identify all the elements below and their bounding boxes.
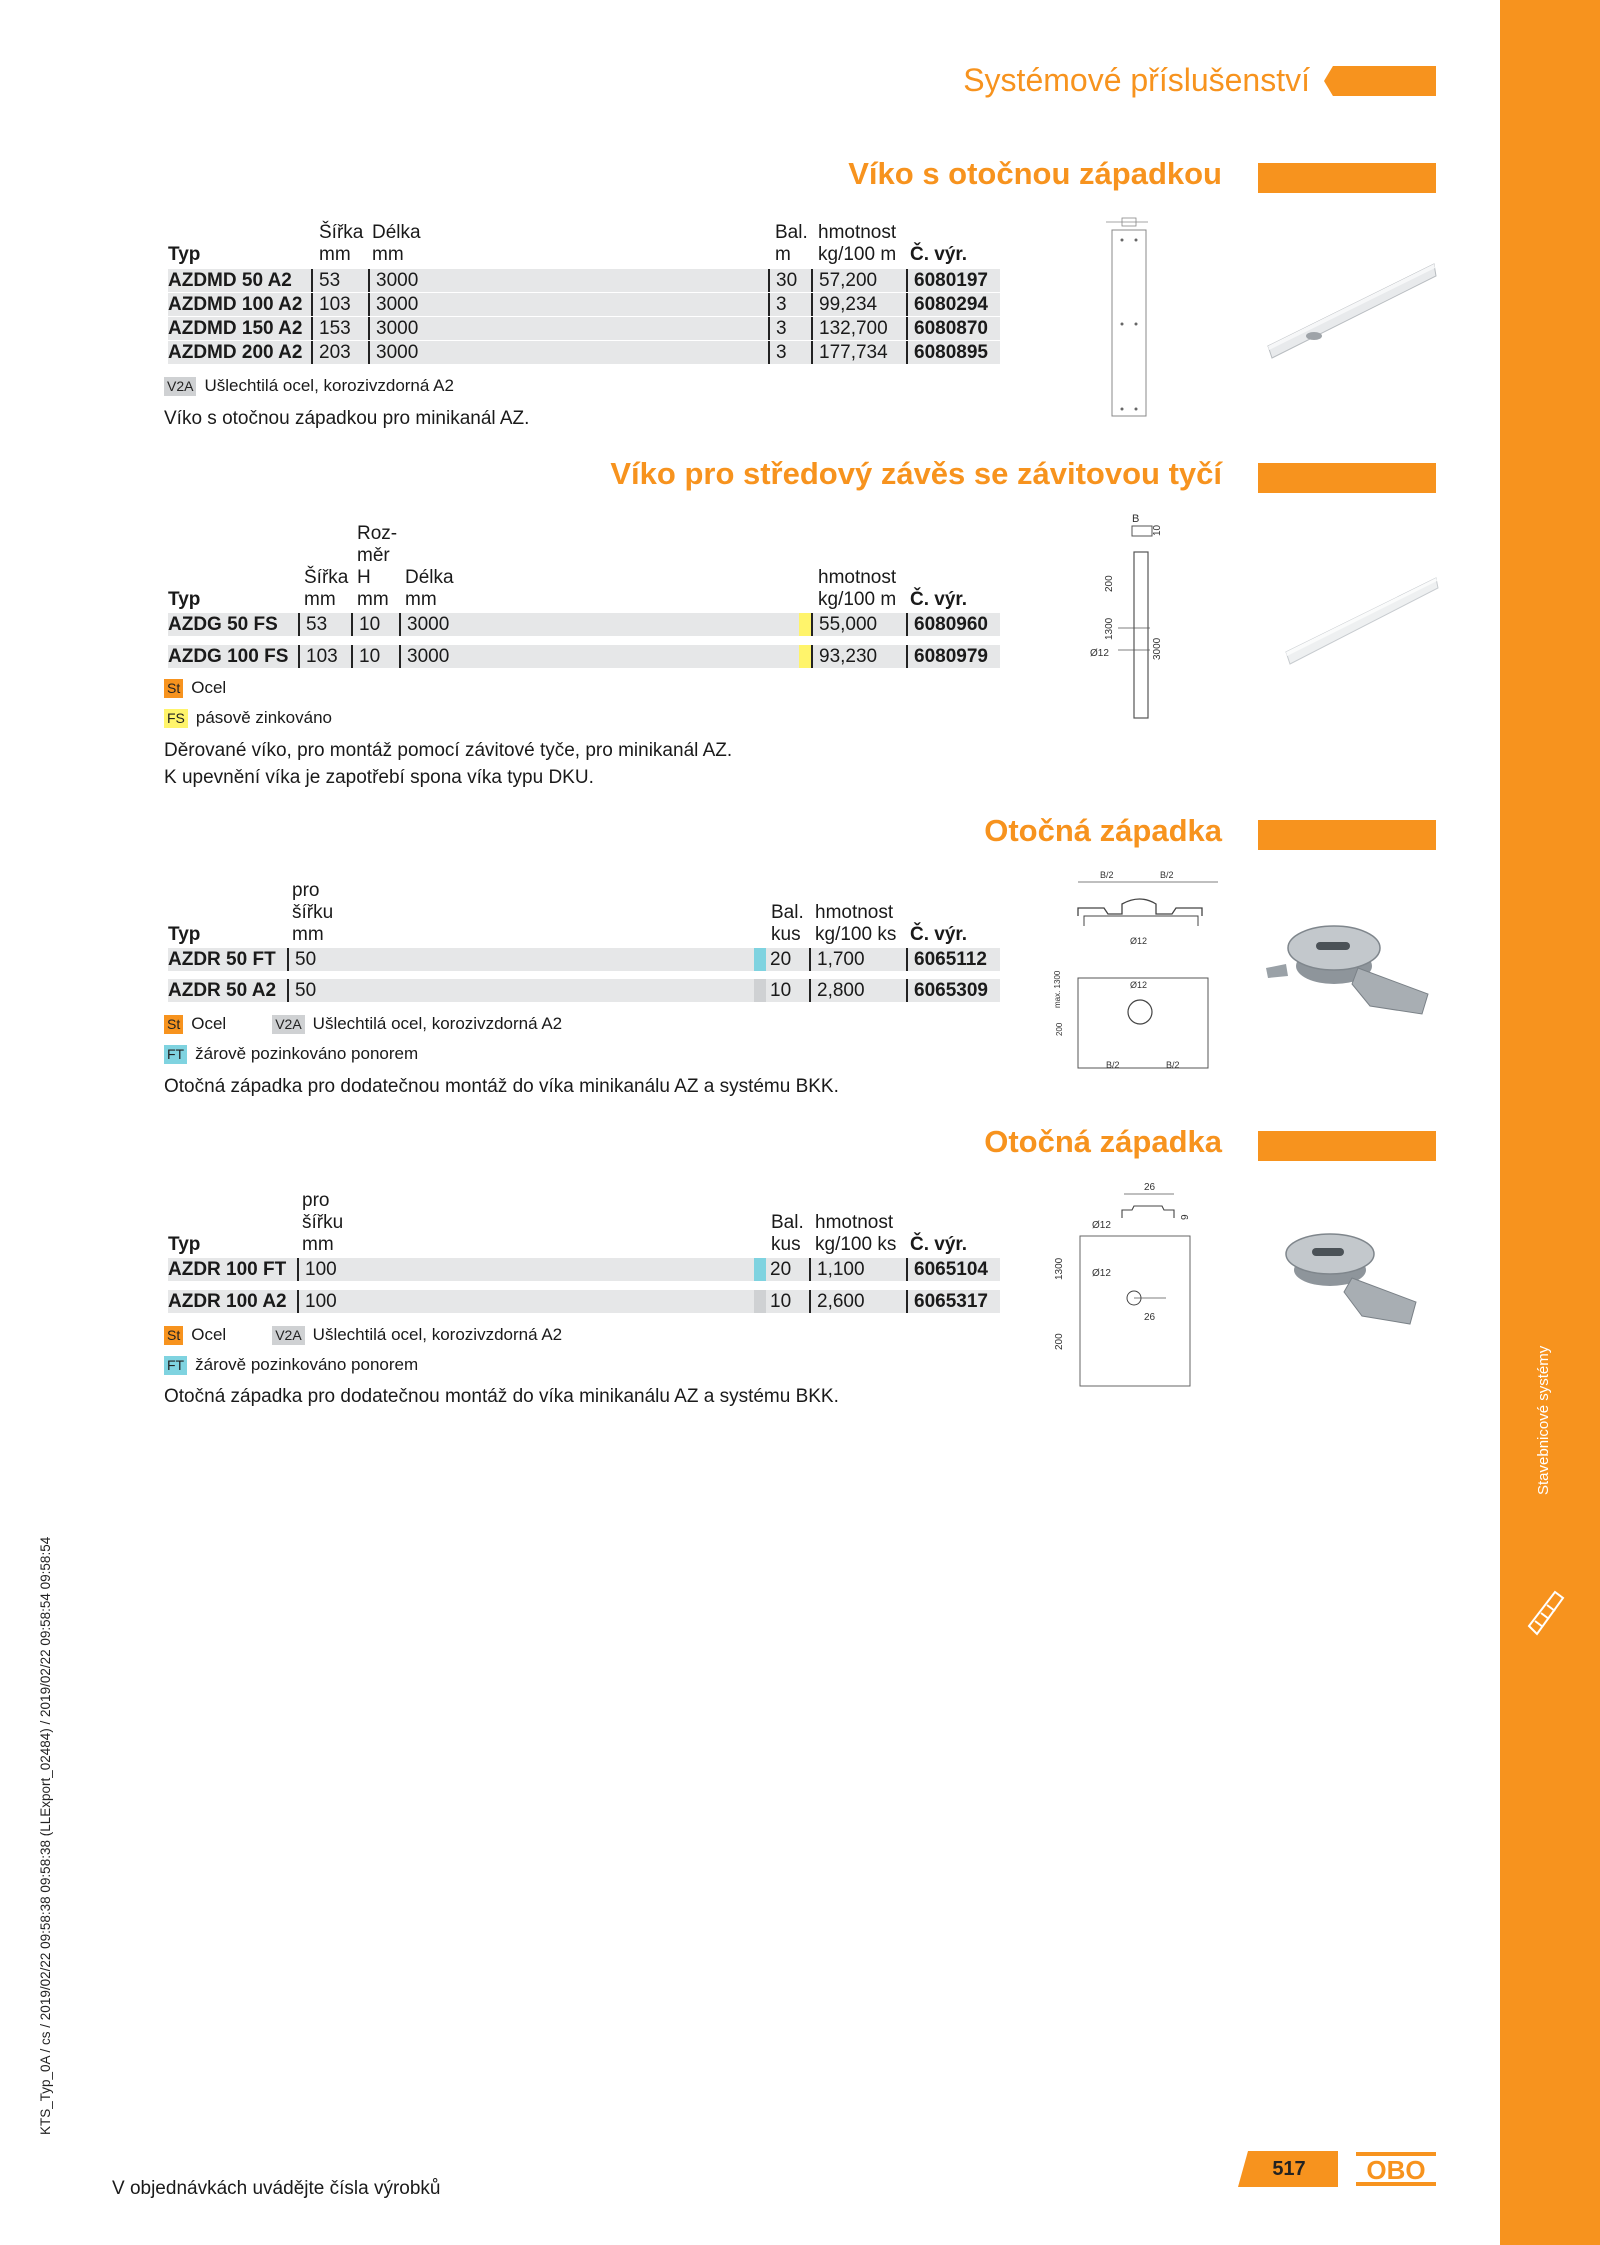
material-tag: FT [164, 1356, 187, 1375]
product-description: Víko s otočnou západkou pro minikanál AZ. [164, 408, 530, 429]
svg-text:1300: 1300 [1104, 617, 1115, 640]
technical-drawing-1 [1104, 216, 1164, 421]
section-bar-2 [1258, 463, 1436, 493]
svg-text:max. 1300: max. 1300 [1053, 970, 1062, 1008]
material-text: Ocel [191, 1325, 227, 1344]
obo-logo [1356, 2152, 1436, 2186]
material-legend [164, 1325, 562, 1345]
table-row: AZDMD 150 A2 153 3000 3 132,700 6080870 [168, 317, 1000, 340]
cable-tray-icon [1525, 1588, 1567, 1638]
material-legend [164, 1355, 418, 1375]
svg-text:1300: 1300 [1054, 1257, 1065, 1280]
product-photo-4 [1282, 1222, 1422, 1334]
section-title-1: Víko s otočnou západkou [848, 156, 1222, 191]
product-photo-2 [1282, 572, 1440, 667]
section-title-3: Otočná západka [984, 813, 1222, 848]
material-text: Ušlechtilá ocel, korozivzdorná A2 [312, 1014, 563, 1033]
svg-text:26: 26 [1144, 1312, 1156, 1323]
table-row: AZDR 50 A2 50 10 2,800 6065309 [168, 979, 1000, 1002]
svg-text:Ø12: Ø12 [1092, 1268, 1111, 1279]
technical-drawing-4 [1050, 1180, 1210, 1390]
technical-drawing-3 [1048, 868, 1228, 1078]
product-photo-3 [1262, 908, 1440, 1026]
table-row: AZDMD 100 A2 103 3000 3 99,234 6080294 [168, 293, 1000, 316]
svg-text:200: 200 [1054, 1333, 1065, 1350]
svg-text:3000: 3000 [1152, 637, 1163, 660]
svg-text:B/2: B/2 [1100, 870, 1114, 880]
material-tag: V2A [272, 1015, 304, 1034]
technical-drawing-2 [1088, 512, 1168, 722]
svg-text:OBO: OBO [1366, 2155, 1426, 2185]
fs-marker [799, 613, 811, 636]
svg-text:200: 200 [1104, 575, 1115, 592]
product-description: Otočná západka pro dodatečnou montáž do víka minikanálu AZ a systému BKK. [164, 1386, 839, 1407]
fs-marker [799, 645, 811, 668]
material-text: Ocel [191, 678, 227, 697]
ft-marker [754, 948, 766, 971]
material-text: žárově pozinkováno ponorem [195, 1044, 419, 1063]
table-row: AZDMD 200 A2 203 3000 3 177,734 6080895 [168, 341, 1000, 364]
svg-text:Ø12: Ø12 [1090, 648, 1109, 659]
material-text: Ocel [191, 1014, 227, 1033]
svg-text:B/2: B/2 [1106, 1060, 1120, 1070]
svg-text:10: 10 [1152, 524, 1163, 536]
svg-text:200: 200 [1055, 1022, 1064, 1036]
side-stripe [1500, 0, 1600, 2245]
product-photo-1 [1264, 258, 1439, 363]
section-title-2: Víko pro středový závěs se závitovou tyčí [610, 456, 1222, 491]
print-metadata: KTS_Typ_0A / cs / 2019/02/22 09:58:38 09:58:38 (LLExport_02484) / 2019/02/22 09:58:54 09:58:54 [38, 1536, 53, 2135]
table-row: AZDG 50 FS 53 10 3000 55,000 6080960 [168, 613, 1000, 636]
svg-text:26: 26 [1144, 1182, 1156, 1193]
section-title-4: Otočná západka [984, 1124, 1222, 1159]
header-tab [1324, 66, 1436, 96]
svg-text:B: B [1132, 513, 1140, 525]
table-row: AZDR 100 FT 100 20 1,100 6065104 [168, 1258, 1000, 1281]
svg-text:Ø12: Ø12 [1130, 980, 1148, 990]
table-row: AZDR 50 FT 50 20 1,700 6065112 [168, 948, 1000, 971]
material-tag: V2A [164, 377, 196, 396]
material-legend [164, 1014, 562, 1034]
ft-marker [754, 1258, 766, 1281]
material-tag: St [164, 679, 183, 698]
page-header-title: Systémové příslušenství [963, 62, 1310, 98]
material-tag: FT [164, 1045, 187, 1064]
footer-note: V objednávkách uvádějte čísla výrobků [112, 2178, 441, 2199]
product-description: Děrované víko, pro montáž pomocí závitové tyče, pro minikanál AZ. K upevnění víka je zapotřebí spona víka typu DKU. [164, 740, 733, 788]
svg-text:B/2: B/2 [1160, 870, 1174, 880]
table-row: AZDR 100 A2 100 10 2,600 6065317 [168, 1290, 1000, 1313]
material-legend [164, 708, 332, 728]
side-label: Stavebnicové systémy [1535, 1345, 1552, 1495]
table-row: AZDG 100 FS 103 10 3000 93,230 6080979 [168, 645, 1000, 668]
material-text: Ušlechtilá ocel, korozivzdorná A2 [312, 1325, 563, 1344]
section-bar-3 [1258, 820, 1436, 850]
material-legend [164, 376, 454, 396]
material-tag: St [164, 1326, 183, 1345]
svg-text:9: 9 [1180, 1214, 1191, 1220]
material-tag: V2A [272, 1326, 304, 1345]
svg-text:B/2: B/2 [1166, 1060, 1180, 1070]
material-legend [164, 678, 226, 698]
svg-text:Ø12: Ø12 [1092, 1220, 1111, 1231]
material-text: pásově zinkováno [195, 708, 332, 727]
page-number: 517 [1272, 2158, 1306, 2180]
v2a-marker [754, 979, 766, 1002]
v2a-marker [754, 1290, 766, 1313]
svg-text:Ø12: Ø12 [1130, 936, 1148, 946]
table-row: AZDMD 50 A2 53 3000 30 57,200 6080197 [168, 269, 1000, 292]
section-bar-1 [1258, 163, 1436, 193]
material-tag: FS [164, 709, 188, 728]
material-tag: St [164, 1015, 183, 1034]
material-legend [164, 1044, 418, 1064]
material-text: Ušlechtilá ocel, korozivzdorná A2 [204, 376, 454, 395]
section-bar-4 [1258, 1131, 1436, 1161]
material-text: žárově pozinkováno ponorem [195, 1355, 419, 1374]
product-description: Otočná západka pro dodatečnou montáž do víka minikanálu AZ a systému BKK. [164, 1076, 839, 1097]
